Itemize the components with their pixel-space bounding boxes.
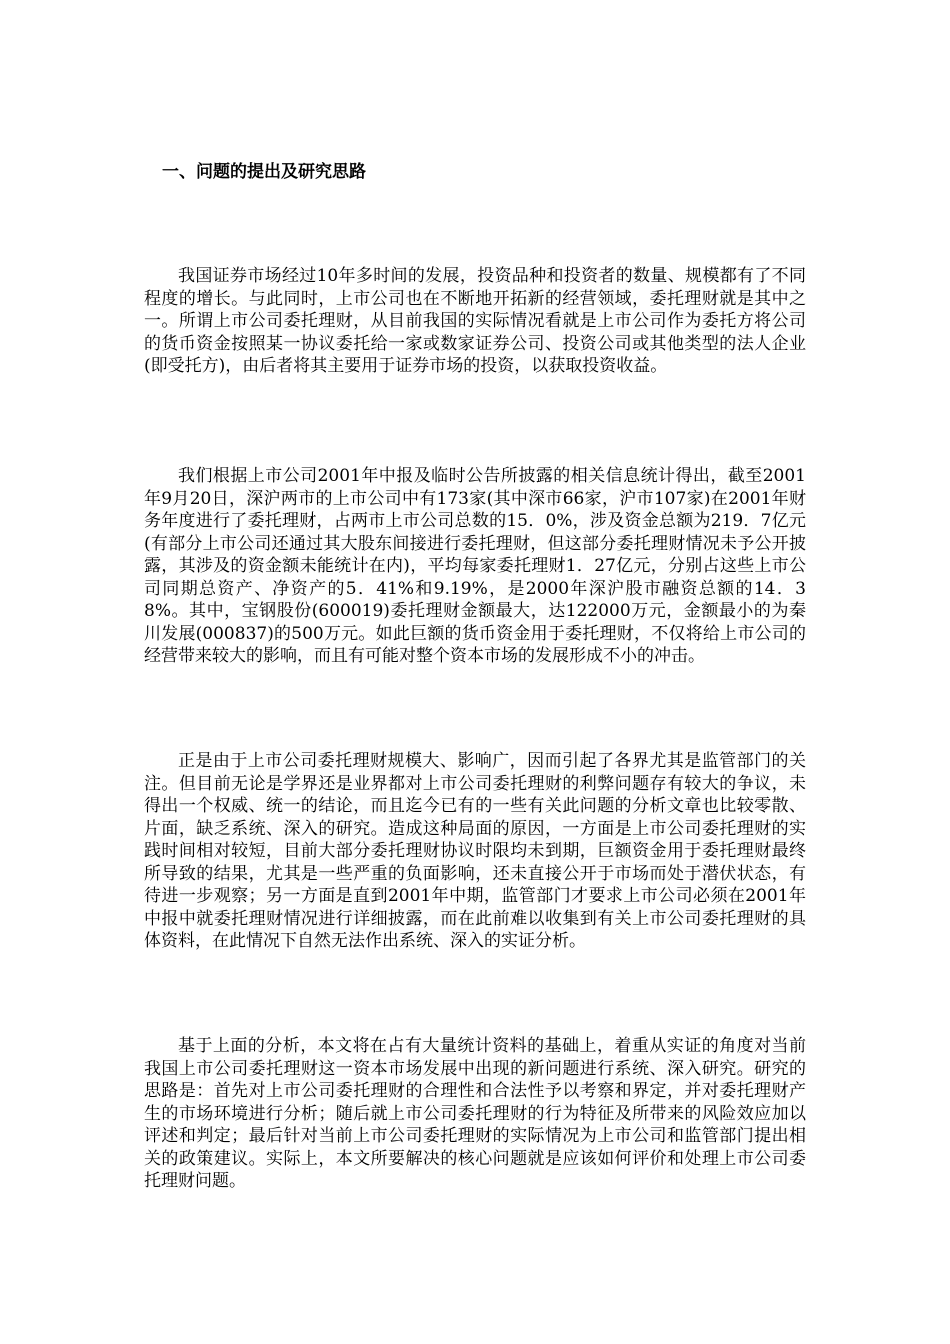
paragraph-research-approach: 基于上面的分析，本文将在占有大量统计资料的基础上，着重从实证的角度对当前我国上市公司委托理财这一资本市场发展中出现的新问题进行系统、深入研究。研究的思路是：首先对上市公司委托理财的合理性和合法性予以考察和界定，并对委托理财产生的市场环境进行分析；随后就上市公司委托理财的行为特征及所带来的风险效应加以评述和判定；最后针对当前上市公司委托理财的实际情况为上市公司和监管部门提出相关的政策建议。实际上，本文所要解决的核心问题就是应该如何评价和处理上市公司委托理财问题。 [144, 1036, 806, 1191]
paragraph-statistics: 我们根据上市公司2001年中报及临时公告所披露的相关信息统计得出，截至2001年9月20日，深沪两市的上市公司中有173家(其中深市66家，沪市107家)在2001年财务年度进行了委托理财，占两市上市公司总数的15．0%，涉及资金总额为219．7亿元(有部分上市公司还通过其大股东间接进行委托理财，但这部分委托理财情况未予公开披露，其涉及的资金额未能统计在内)，平均每家委托理财1．27亿元，分别占这些上市公司同期总资产、净资产的5．41%和9.19%，是2000年深沪股市融资总额的14．38%。其中，宝钢股份(600019)委托理财金额最大，达122000万元，金额最小的为秦川发展(000837)的500万元。如此巨额的货币资金用于委托理财，不仅将给上市公司的经营带来较大的影响，而且有可能对整个资本市场的发展形成不小的冲击。 [144, 466, 806, 666]
paragraph-controversy: 正是由于上市公司委托理财规模大、影响广，因而引起了各界尤其是监管部门的关注。但目前无论是学界还是业界都对上市公司委托理财的利弊问题存有较大的争议，未得出一个权威、统一的结论，而且迄今已有的一些有关此问题的分析文章也比较零散、片面，缺乏系统、深入的研究。造成这种局面的原因，一方面是上市公司委托理财的实践时间相对较短，目前大部分委托理财协议时限均未到期，巨额资金用于委托理财最终所导致的结果，尤其是一些严重的负面影响，还未直接公开于市场而处于潜伏状态，有待进一步观察；另一方面是直到2001年中期，监管部门才要求上市公司必须在2001年中报中就委托理财情况进行详细披露，而在此前难以收集到有关上市公司委托理财的具体资料，在此情况下自然无法作出系统、深入的实证分析。 [144, 751, 806, 951]
paragraph-background: 我国证券市场经过10年多时间的发展，投资品种和投资者的数量、规模都有了不同程度的增长。与此同时，上市公司也在不断地开拓新的经营领域，委托理财就是其中之一。所谓上市公司委托理财，从目前我国的实际情况看就是上市公司作为委托方将公司的货币资金按照某一协议委托给一家或数家证券公司、投资公司或其他类型的法人企业(即受托方)，由后者将其主要用于证券市场的投资，以获取投资收益。 [144, 266, 806, 376]
section-heading: 一、问题的提出及研究思路 [162, 162, 366, 182]
